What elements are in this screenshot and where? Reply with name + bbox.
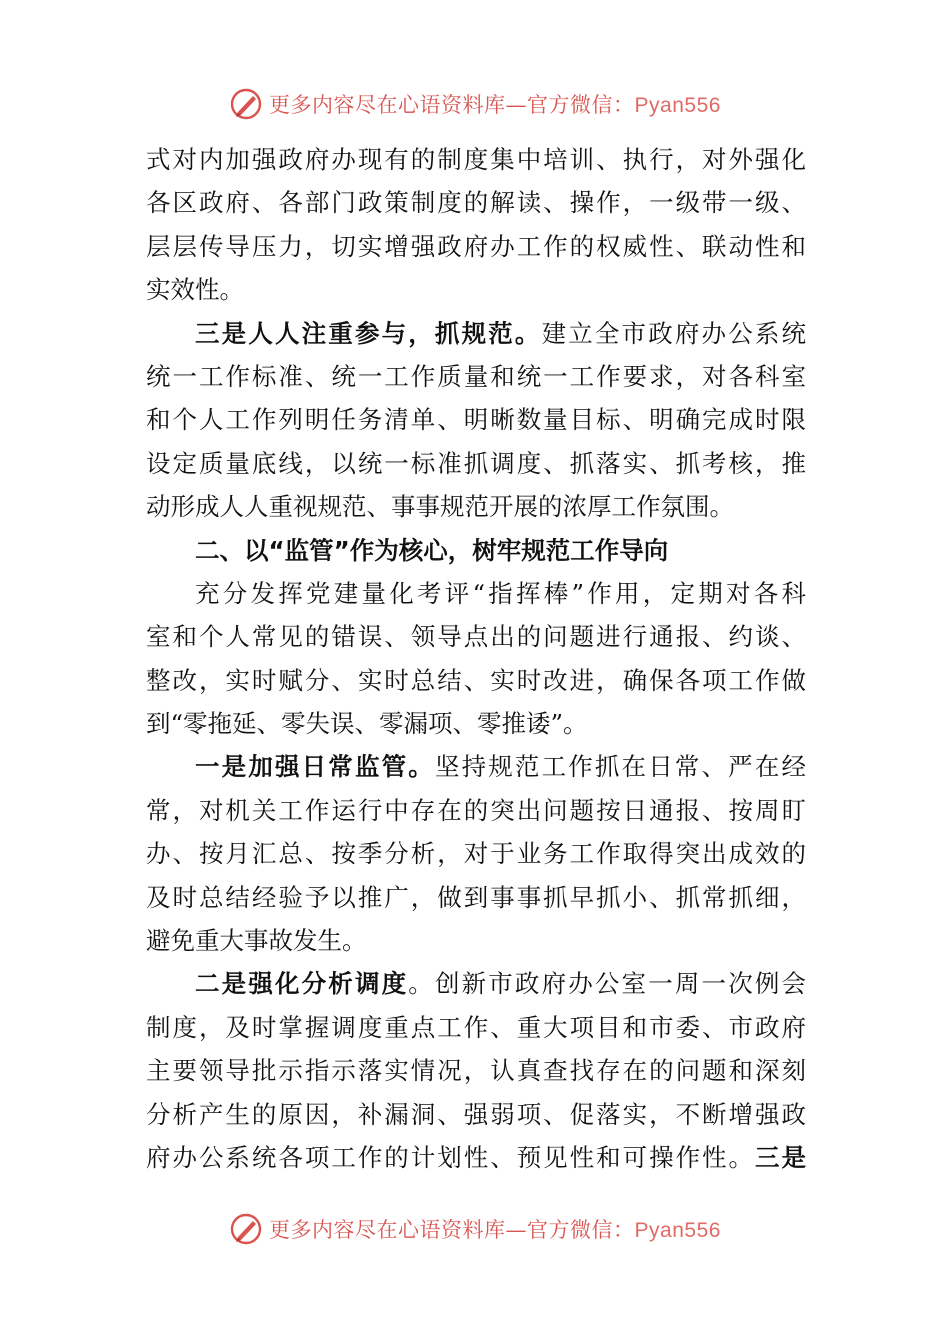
text-line: 设定质量底线，以统一标准抓调度、抓落实、抓考核，推 (146, 448, 806, 478)
text-line: 主要领导批示指示落实情况，认真查找存在的问题和深刻 (146, 1056, 806, 1086)
text-line: 分析产生的原因，补漏洞、强弱项、促落实，不断增强政 (146, 1099, 806, 1129)
text-line: 府办公系统各项工作的计划性、预见性和可操作性。三是 (146, 1142, 807, 1172)
paragraph-heading-line: 二是强化分析调度。创新市政府办公室一周一次例会 (195, 969, 807, 999)
banner-text: 更多内容尽在心语资料库—官方微信：Pyan556 (269, 1218, 721, 1242)
footer-watermark-banner (0, 1209, 950, 1249)
text-line: 及时总结经验予以推广，做到事事抓早抓小、抓常抓细， (146, 882, 806, 912)
text-line: 式对内加强政府办现有的制度集中培训、执行，对外强化 (146, 145, 806, 174)
text-line: 常，对机关工作运行中存在的突出问题按日通报、按周盯 (146, 795, 806, 825)
bold-lead: 二是强化分析调度 (195, 969, 409, 999)
text-line: 充分发挥党建量化考评“指挥棒”作用，定期对各科 (195, 578, 806, 608)
paragraph-heading-line: 三是人人注重参与，抓规范。建立全市政府办公系统 (195, 318, 807, 348)
header-watermark-banner (0, 84, 950, 124)
text-line: 实效性。 (146, 275, 244, 305)
text-line: 动形成人人重视规范、事事规范开展的浓厚工作氛围。 (146, 492, 734, 522)
document-body (146, 138, 806, 1179)
text-line: 到“零拖延、零失误、零漏项、零推诿”。 (146, 709, 588, 739)
section-heading (146, 529, 806, 572)
text-line: 办、按月汇总、按季分析，对于业务工作取得突出成效的 (146, 839, 806, 869)
section-title: 二、以“监管”作为核心，树牢规范工作导向 (195, 535, 669, 565)
pen-circle-logo-icon (229, 1212, 263, 1246)
text-line: 室和个人常见的错误、领导点出的问题进行通报、约谈、 (146, 622, 806, 652)
text-line: 避免重大事故发生。 (146, 926, 367, 956)
bold-lead: 三是 (755, 1142, 807, 1172)
bold-lead: 一是加强日常监管。 (195, 752, 435, 782)
text-line: 统一工作标准、统一工作质量和统一工作要求，对各科室 (146, 361, 806, 391)
text-line: 和个人工作列明任务清单、明晰数量目标、明确完成时限 (146, 405, 806, 435)
paragraph-heading-line: 一是加强日常监管。坚持规范工作抓在日常、严在经 (195, 752, 807, 782)
banner-text: 更多内容尽在心语资料库—官方微信：Pyan556 (269, 93, 721, 117)
text-line: 整改，实时赋分、实时总结、实时改进，确保各项工作做 (146, 665, 806, 695)
text-line: 各区政府、各部门政策制度的解读、操作，一级带一级、 (146, 188, 806, 218)
bold-lead: 三是人人注重参与，抓规范。 (195, 318, 542, 348)
text-line: 制度，及时掌握调度重点工作、重大项目和市委、市政府 (146, 1012, 806, 1042)
pen-circle-logo-icon (229, 87, 263, 121)
text-line: 层层传导压力，切实增强政府办工作的权威性、联动性和 (146, 231, 806, 261)
